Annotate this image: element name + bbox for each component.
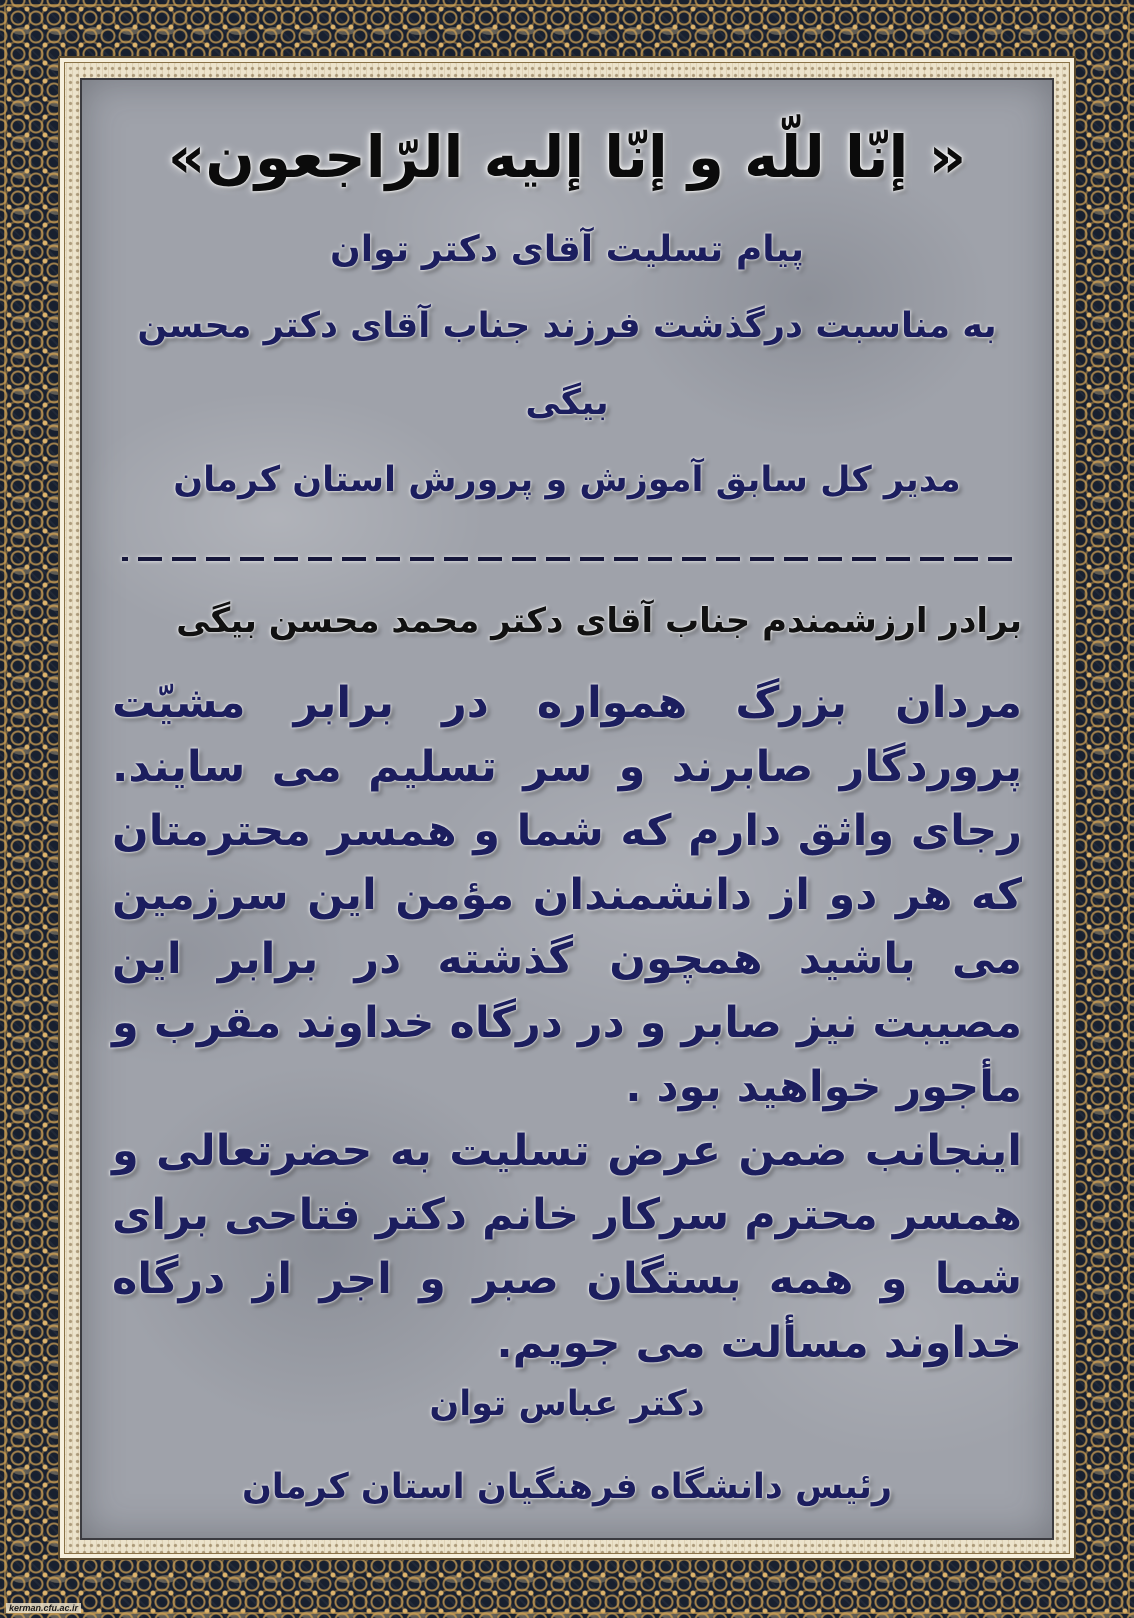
signature-name: دکتر عباس توان xyxy=(429,1384,705,1424)
subtitle: پیام تسلیت آقای دکتر توان xyxy=(330,229,804,270)
salutation: برادر ارزشمندم جناب آقای دکتر محمد محسن بیگی xyxy=(176,601,1022,641)
page-title: « إنّا للّه و إنّا إلیه الرّاجعون» xyxy=(167,123,967,191)
occasion-line: مدیر کل سابق آموزش و پرورش استان کرمان xyxy=(173,460,961,500)
signature-block xyxy=(82,1363,1052,1529)
message-body xyxy=(112,671,1022,1375)
body-paragraph: اینجانب ضمن عرض تسلیت به حضرتعالی و همسر محترم سرکار خانم دکتر فتاحی برای شما و همه بستگان صبر و اجر از درگاه خداوند مسألت می جویم. xyxy=(112,1126,1022,1368)
occasion-line: به مناسبت درگذشت فرزند جناب آقای دکتر محسن بیگی xyxy=(137,306,997,423)
message-panel xyxy=(80,78,1054,1540)
signature-title: رئیس دانشگاه فرهنگیان استان کرمان xyxy=(241,1467,893,1507)
body-paragraph: مردان بزرگ همواره در برابر مشیّت پروردگار صابرند و سر تسلیم می سایند. رجای واثق دارم که شما و همسر محترمتان که هر دو از دانشمندان مؤمن این سرزمین می باشید همچون گذشته در برابر این مصیبت نیز صابر و در درگاه خداوند مقرب و مأجور خواهید بود . xyxy=(112,678,1022,1112)
watermark-text: kerman.cfu.ac.ir xyxy=(6,1603,81,1613)
dashed-divider xyxy=(122,557,1012,561)
